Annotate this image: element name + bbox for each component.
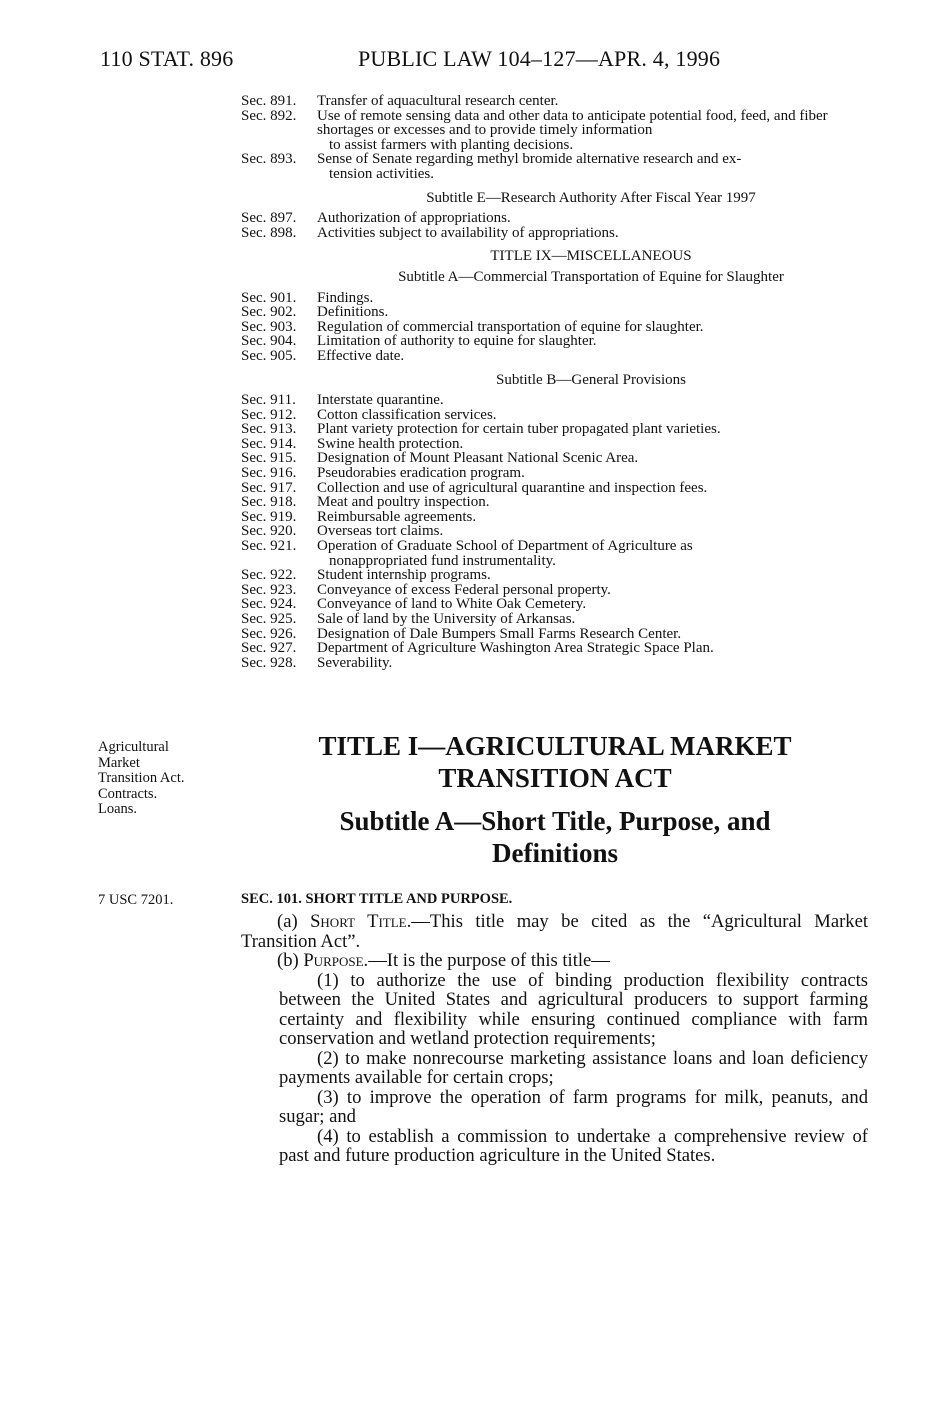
toc-section-number: Sec. 898. [241,224,297,241]
margin-note-line: Market [98,754,140,771]
toc-title-text: Pseudorabies eradication program. [317,465,525,482]
para-label: (a) [277,911,311,932]
toc-section-number: Sec. 915. [241,450,297,467]
toc-section-number: Sec. 901. [241,289,297,306]
toc-section-title [317,466,871,481]
toc-title-text: Interstate quarantine. [317,392,444,409]
para-caption: Short Title [310,911,407,932]
toc-section-number: Sec. 914. [241,435,297,452]
toc-entry [241,466,871,481]
toc-title-text: Cotton classification services. [317,406,497,423]
paragraph-purpose [241,951,868,971]
toc-entry [241,510,871,525]
toc-entry [241,422,871,437]
subtitle-a-heading [240,805,870,869]
toc-section-title [317,627,871,642]
toc-title-text: Limitation of authority to equine for slaughter. [317,333,597,350]
margin-note-line: Contracts. [98,785,158,802]
toc-entry [241,109,871,153]
para-text: .—It is the purpose of this title— [363,950,610,971]
purpose-item-4: (4) to establish a commission to undertake a comprehensive review of past and future production agriculture in the United States. [279,1125,868,1166]
toc-section-number: Sec. 903. [241,318,297,335]
toc-section-title [317,524,871,539]
toc-section-number: Sec. 892. [241,107,297,124]
toc-section-number: Sec. 902. [241,304,297,321]
toc-group [241,393,871,670]
toc-section-title [317,305,871,320]
toc-section-number: Sec. 925. [241,611,297,627]
toc-title-text: Designation of Dale Bumpers Small Farms Research Center. [317,625,682,642]
toc-entry [241,393,871,408]
toc-section-title [317,291,871,306]
toc-title-text: Use of remote sensing data and other data to anticipate potential food, feed, and fiber shortages or excesses and to provide timely information [317,107,828,139]
toc-title-text: Findings. [317,289,374,306]
toc-section-title [317,583,871,598]
toc-section-number: Sec. 917. [241,479,297,496]
toc-section-title [317,393,871,408]
toc-section-number: Sec. 920. [241,523,297,540]
toc-section-title [317,226,871,241]
toc-group [241,291,871,364]
toc-title-text: Sense of Senate regarding methyl bromide alternative research and ex- [317,151,742,168]
margin-note-subjects [98,740,184,818]
toc-group [241,211,871,240]
toc-entry [241,656,871,671]
margin-note-line: Agricultural [98,739,169,755]
para-text: .—This title may be cited as the “Agricultural Market Transition Act”. [241,911,868,952]
toc-section-number: Sec. 924. [241,596,297,613]
toc-entry [241,291,871,306]
toc-entry [241,612,871,627]
toc-section-number: Sec. 891. [241,93,297,109]
toc-entry [241,94,871,109]
toc-title-continuation: tension activities. [329,165,434,182]
toc-section-title [317,481,871,496]
toc-entry [241,524,871,539]
purpose-item-1: (1) to authorize the use of binding production flexibility contracts between the United States and agricultural producers to support farming certainty and flexibility while ensuring continued compliance with farm conservation and wetland protection requirements; [279,969,868,1049]
toc-title-text: Meat and poultry inspection. [317,494,490,511]
paragraph-short-title [241,912,868,951]
toc-section-title [317,152,871,181]
toc-title-text: Collection and use of agricultural quarantine and inspection fees. [317,479,708,496]
toc-entry [241,641,871,656]
page-header [100,46,840,76]
margin-note-line: Loans. [98,801,138,817]
toc-entry [241,495,871,510]
toc-section-number: Sec. 919. [241,508,297,525]
toc-title-text: Department of Agriculture Washington Area Strategic Space Plan. [317,640,714,657]
toc-section-number: Sec. 927. [241,640,297,657]
toc-title-text: Definitions. [317,304,389,321]
toc-section-title [317,422,871,437]
margin-note-line: Transition Act. [98,770,185,786]
toc-section-number: Sec. 913. [241,421,297,438]
toc-section-number: Sec. 928. [241,654,297,671]
purpose-item-3: (3) to improve the operation of farm programs for milk, peanuts, and sugar; and [279,1086,868,1127]
toc-title-text: Conveyance of excess Federal personal property. [317,581,611,598]
subtitle-line: Subtitle A—Short Title, Purpose, and [339,806,771,836]
toc-entry [241,481,871,496]
toc-section-title [317,510,871,525]
toc-entry [241,408,871,423]
toc-title-text: Plant variety protection for certain tuber propagated plant varieties. [317,421,721,438]
toc-section-number: Sec. 905. [241,347,297,364]
toc-entry [241,305,871,320]
toc-entry [241,349,871,364]
section-101-body [241,912,868,1166]
toc-entry [241,211,871,226]
toc-subtitle-b-ix: Subtitle B—General Provisions [496,371,686,388]
toc-section-title [317,612,871,627]
toc-section-title [317,539,871,568]
toc-entry [241,437,871,452]
toc-title-text: Sale of land by the University of Arkansas. [317,611,576,627]
toc-section-number: Sec. 897. [241,210,297,227]
toc-title-continuation: nonappropriated fund instrumentality. [329,552,556,569]
toc-subtitle-e: Subtitle E—Research Authority After Fiscal Year 1997 [426,189,756,206]
toc-entry [241,568,871,583]
title-line: TITLE I—AGRICULTURAL MARKET [318,731,792,761]
toc-section-title [317,495,871,510]
toc-title-text: Activities subject to availability of appropriations. [317,224,619,241]
toc-section-title [317,597,871,612]
toc-section-number: Sec. 922. [241,567,297,584]
toc-entry [241,627,871,642]
title-line: TRANSITION ACT [438,763,672,793]
toc-group [241,94,871,182]
toc-section-title [317,211,871,226]
toc-section-number: Sec. 916. [241,465,297,482]
toc-subtitle-a-ix: Subtitle A—Commercial Transportation of Equine for Slaughter [398,268,784,285]
para-caption: Purpose [303,950,364,971]
purpose-item-2: (2) to make nonrecourse marketing assistance loans and loan deficiency payments available for certain crops; [279,1047,868,1088]
toc-title-text: Designation of Mount Pleasant National Scenic Area. [317,450,639,467]
toc-entry [241,226,871,241]
toc-section-number: Sec. 911. [241,392,296,409]
toc-entry [241,334,871,349]
toc-section-title [317,334,871,349]
toc-entry [241,583,871,598]
toc-title-text: Effective date. [317,347,405,364]
toc-entry [241,320,871,335]
toc-title-text: Conveyance of land to White Oak Cemetery. [317,596,587,613]
toc-title-text: Reimbursable agreements. [317,508,477,525]
toc-entry [241,451,871,466]
toc-section-title [317,94,871,109]
toc-entry [241,597,871,612]
toc-section-title [317,109,871,153]
toc-title-continuation: to assist farmers with planting decisions. [329,136,574,153]
toc-title-text: Student internship programs. [317,567,491,584]
toc-section-title [317,320,871,335]
title-i-heading [240,730,870,794]
subtitle-line: Definitions [491,838,618,868]
margin-note-usc: 7 USC 7201. [98,892,174,908]
toc-section-title [317,437,871,452]
toc-section-title [317,451,871,466]
toc-section-title [317,641,871,656]
table-of-contents [241,94,871,670]
section-101-heading: SEC. 101. SHORT TITLE AND PURPOSE. [241,891,513,907]
toc-section-number: Sec. 918. [241,494,297,511]
para-label: (b) [277,950,304,971]
toc-section-title [317,349,871,364]
toc-section-title [317,408,871,423]
statute-page-number: 110 STAT. 896 [100,46,234,71]
toc-title-text: Operation of Graduate School of Department of Agriculture as [317,538,693,555]
toc-title-text: Swine health protection. [317,435,464,452]
toc-section-number: Sec. 904. [241,333,297,350]
toc-section-number: Sec. 923. [241,581,297,598]
toc-section-number: Sec. 921. [241,538,297,555]
toc-section-title [317,568,871,583]
toc-section-title [317,656,871,671]
toc-title-text: Overseas tort claims. [317,523,444,540]
toc-title-text: Transfer of aquacultural research center. [317,93,559,109]
toc-entry [241,539,871,568]
toc-title-ix: TITLE IX—MISCELLANEOUS [490,248,692,265]
toc-entry [241,152,871,181]
toc-title-text: Severability. [317,654,393,671]
public-law-citation: PUBLIC LAW 104–127—APR. 4, 1996 [358,46,721,71]
toc-title-text: Authorization of appropriations. [317,210,511,227]
toc-section-number: Sec. 926. [241,625,297,642]
toc-title-text: Regulation of commercial transportation of equine for slaughter. [317,318,704,335]
toc-section-number: Sec. 912. [241,406,297,423]
toc-section-number: Sec. 893. [241,151,297,168]
